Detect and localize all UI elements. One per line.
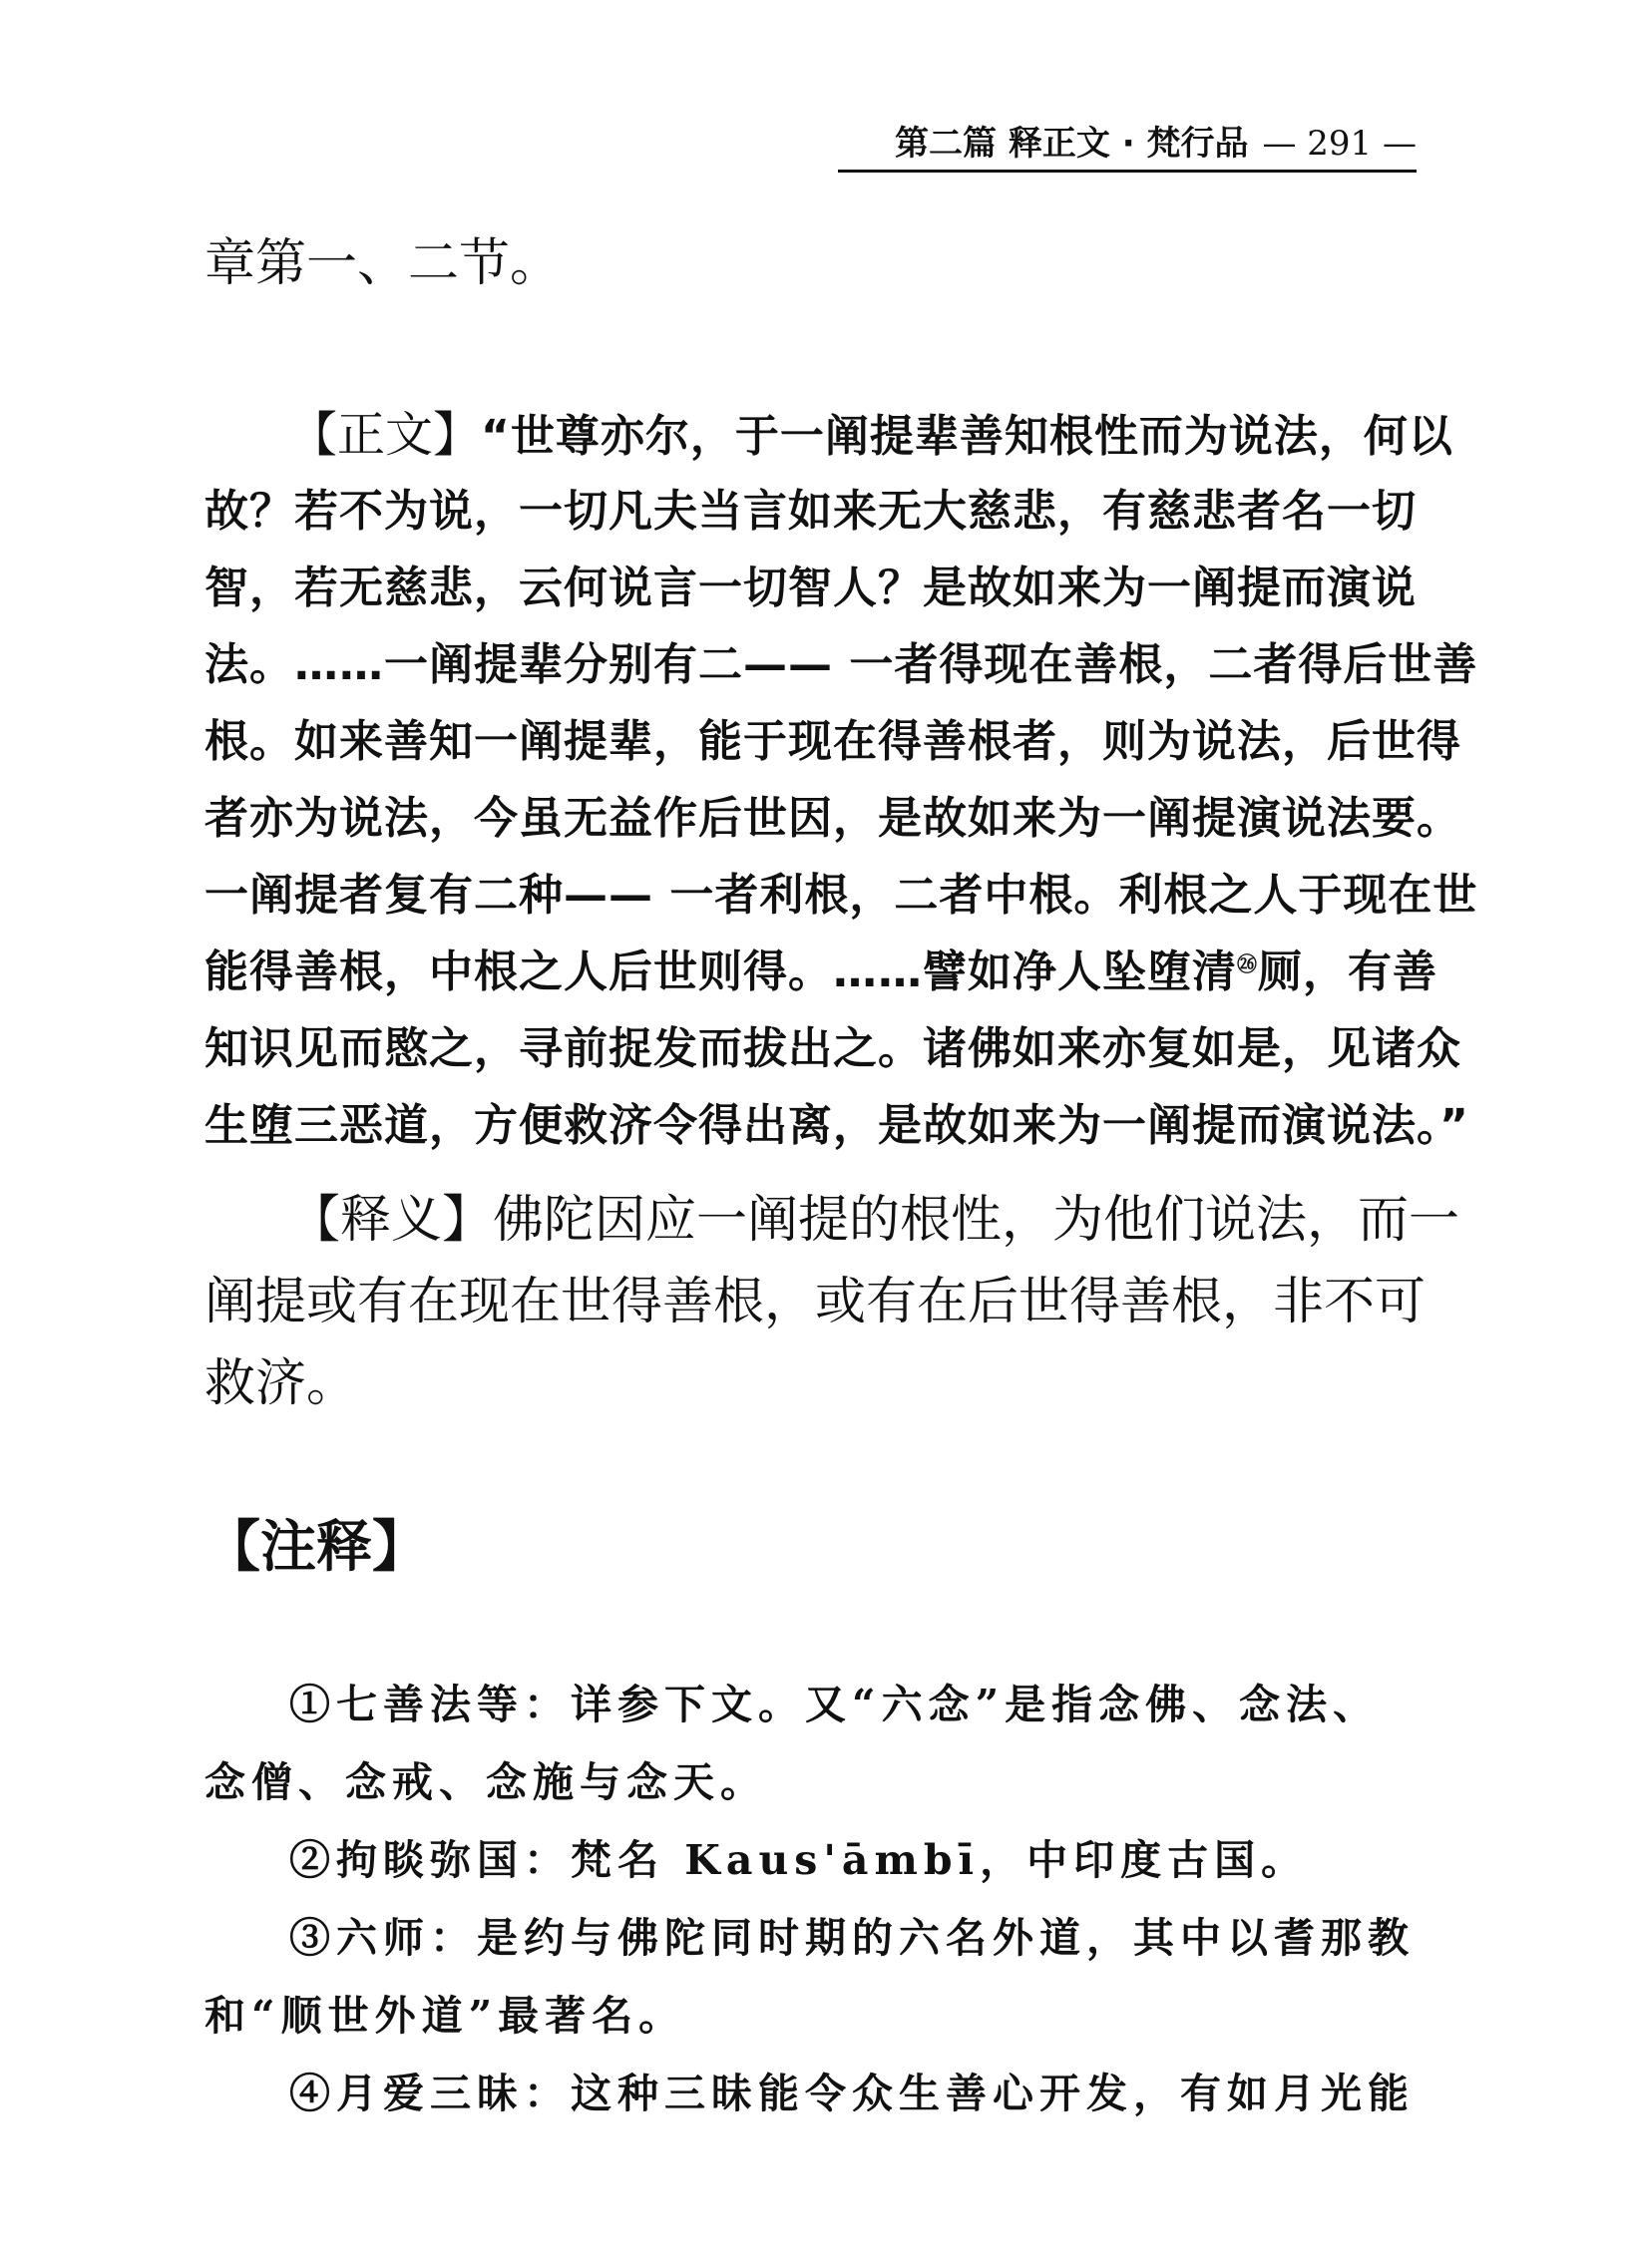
shiyi-line-2: 阐提或有在现在世得善根，或有在后世得善根，非不可 bbox=[204, 1273, 1426, 1331]
zhengwen-line-4: 法。……一阐提辈分别有二—— 一者得现在善根，二者得后世善 bbox=[204, 639, 1478, 690]
zhengwen-line-8-text: 能得善根，中根之人后世则得。……譬如净人坠堕清 bbox=[204, 946, 1237, 997]
footnote-marker: ㉖ bbox=[1237, 951, 1258, 976]
zhengwen-text: “世尊亦尔，于一阐提辈善知根性而为说法，何以 bbox=[481, 411, 1453, 462]
zhengwen-line-7: 一阐提者复有二种—— 一者利根，二者中根。利根之人于现在世 bbox=[204, 870, 1478, 921]
zhengwen-line-3: 智，若无慈悲，云何说言一切智人？是故如来为一阐提而演说 bbox=[204, 563, 1417, 613]
zhengwen-line-2: 故？若不为说，一切凡夫当言如来无大慈悲，有慈悲者名一切 bbox=[204, 486, 1417, 537]
zhengwen-line-6: 者亦为说法，今虽无益作后世因，是故如来为一阐提演说法要。 bbox=[204, 793, 1461, 844]
continuation-text: 章第一、二节。 bbox=[204, 234, 562, 293]
shiyi-label: 【释义】 bbox=[289, 1191, 494, 1250]
page-number: — 291 — bbox=[1262, 124, 1417, 164]
zhengwen-line-5: 根。如来善知一阐提辈，能于现在得善根者，则为说法，后世得 bbox=[204, 716, 1461, 767]
note-2: ②拘睒弥国：梵名 Kaus'āmbī，中印度古国。 bbox=[289, 1836, 1309, 1884]
note-3: ③六师：是约与佛陀同时期的六名外道，其中以耆那教 bbox=[289, 1914, 1415, 1962]
zhengwen-line-8-tail: 厕，有善 bbox=[1258, 946, 1437, 997]
zhengwen-line-9: 知识见而愍之，寻前捉发而拔出之。诸佛如来亦复如是，见诸众 bbox=[204, 1023, 1461, 1074]
shiyi-line-3: 救济。 bbox=[204, 1354, 358, 1413]
note-1: ①七善法等：详参下文。又“六念”是指念佛、念法、 bbox=[289, 1681, 1381, 1728]
shiyi-line-1 bbox=[289, 1191, 1460, 1251]
zhengwen-line-8 bbox=[204, 945, 1437, 1000]
zhengwen-label: 【正文】 bbox=[289, 407, 482, 463]
zhengwen-line-1 bbox=[289, 407, 1453, 465]
note-1-cont: 念僧、念戒、念施与念天。 bbox=[204, 1758, 767, 1806]
chapter-title: 第二篇 释正文 · 梵行品 bbox=[895, 124, 1249, 164]
notes-heading: 【注释】 bbox=[204, 1514, 428, 1580]
shiyi-text: 佛陀因应一阐提的根性，为他们说法，而一 bbox=[493, 1191, 1460, 1250]
zhengwen-line-10: 生堕三恶道，方便救济令得出离，是故如来为一阐提而演说法。” bbox=[204, 1100, 1469, 1151]
note-3-cont: 和“顺世外道”最著名。 bbox=[204, 1992, 686, 2040]
note-4: ④月爱三昧：这种三昧能令众生善心开发，有如月光能 bbox=[289, 2070, 1415, 2117]
running-header bbox=[838, 120, 1417, 173]
